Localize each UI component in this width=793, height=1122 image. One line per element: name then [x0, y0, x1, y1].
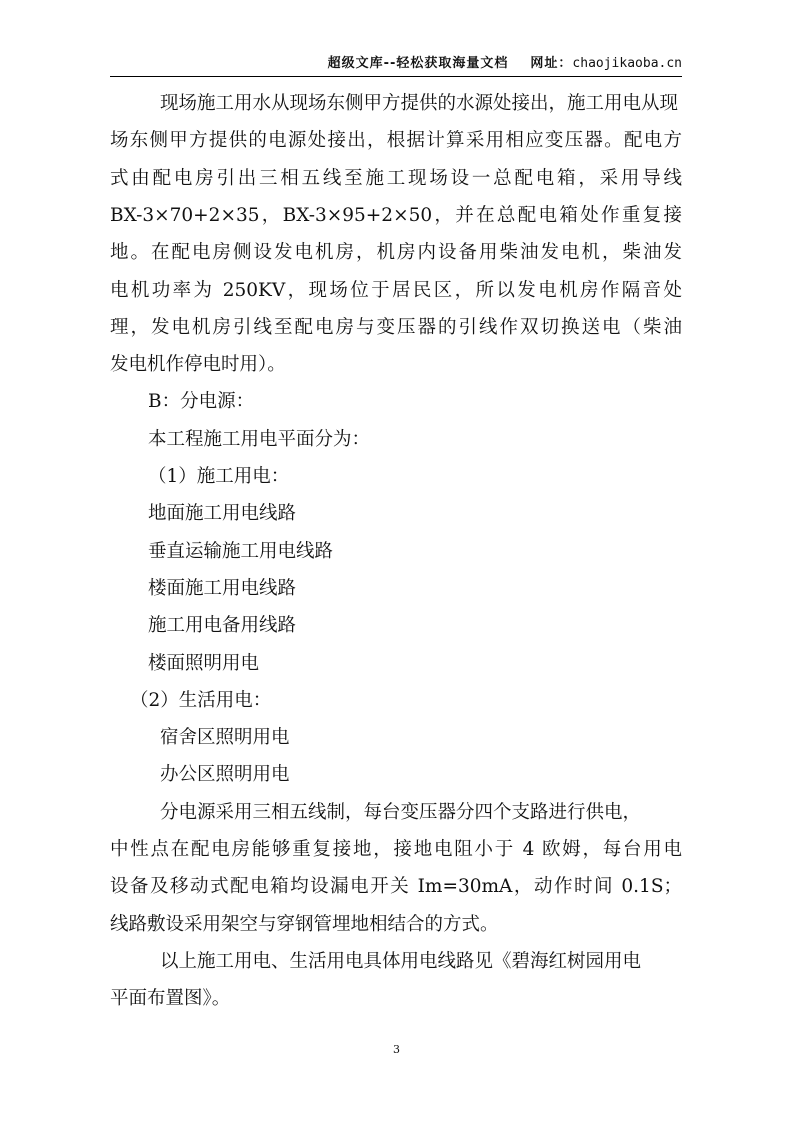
text-line: 施工用电备用线路: [148, 615, 297, 637]
text-line: 现场施工用水从现场东侧甲方提供的水源处接出，施工用电从现: [160, 93, 679, 114]
header-site-label: 网址：: [530, 56, 573, 71]
text-line: 场东侧甲方提供的电源处接出，根据计算采用相应变压器。配电方: [110, 130, 682, 152]
text-line: 发电机作停电时用）。: [110, 354, 286, 376]
text-line: 宿舍区照明用电: [160, 727, 290, 749]
text-line: 设备及移动式配电箱均设漏电开关 Im=30mA，动作时间 0.1S；: [110, 876, 682, 898]
header-rule: [110, 76, 682, 77]
text-line: 地面施工用电线路: [148, 503, 297, 525]
text-line: 式由配电房引出三相五线至施工现场设一总配电箱，采用导线: [110, 167, 682, 189]
text-line: 地。在配电房侧设发电机房，机房内设备用柴油发电机，柴油发: [110, 242, 682, 264]
page-number: 3: [393, 1043, 400, 1056]
page-header: [110, 52, 682, 71]
text-line: 电机功率为 250KV，现场位于居民区，所以发电机房作隔音处: [110, 279, 682, 301]
text-line: 以上施工用电、生活用电具体用电线路见《碧海红树园用电: [160, 950, 642, 972]
text-line: 中性点在配电房能够重复接地，接地电阻小于 4 欧姆，每台用电: [110, 839, 682, 860]
text-line: 垂直运输施工用电线路: [148, 540, 334, 562]
text-line: （1）施工用电：: [148, 466, 290, 487]
text-line: 分电源采用三相五线制，每台变压器分四个支路进行供电，: [160, 801, 642, 823]
text-line: B：分电源：: [148, 391, 255, 413]
text-line: （2）生活用电：: [130, 689, 272, 711]
header-title: 超级文库--轻松获取海量文档: [327, 56, 509, 71]
text-line: 线路敷设采用架空与穿钢管埋地相结合的方式。: [110, 913, 499, 935]
text-line: 平面布置图》。: [110, 988, 231, 1010]
text-line: 楼面施工用电线路: [148, 577, 297, 599]
text-line: 楼面照明用电: [148, 652, 260, 674]
text-line: 理，发电机房引线至配电房与变压器的引线作双切换送电（柴油: [110, 316, 682, 338]
text-line: 办公区照明用电: [160, 764, 290, 786]
text-line: 本工程施工用电平面分为：: [148, 428, 371, 450]
header-site: chaojikaoba.cn: [572, 56, 682, 71]
text-line: BX-3×70+2×35，BX-3×95+2×50，并在总配电箱处作重复接: [110, 204, 682, 226]
